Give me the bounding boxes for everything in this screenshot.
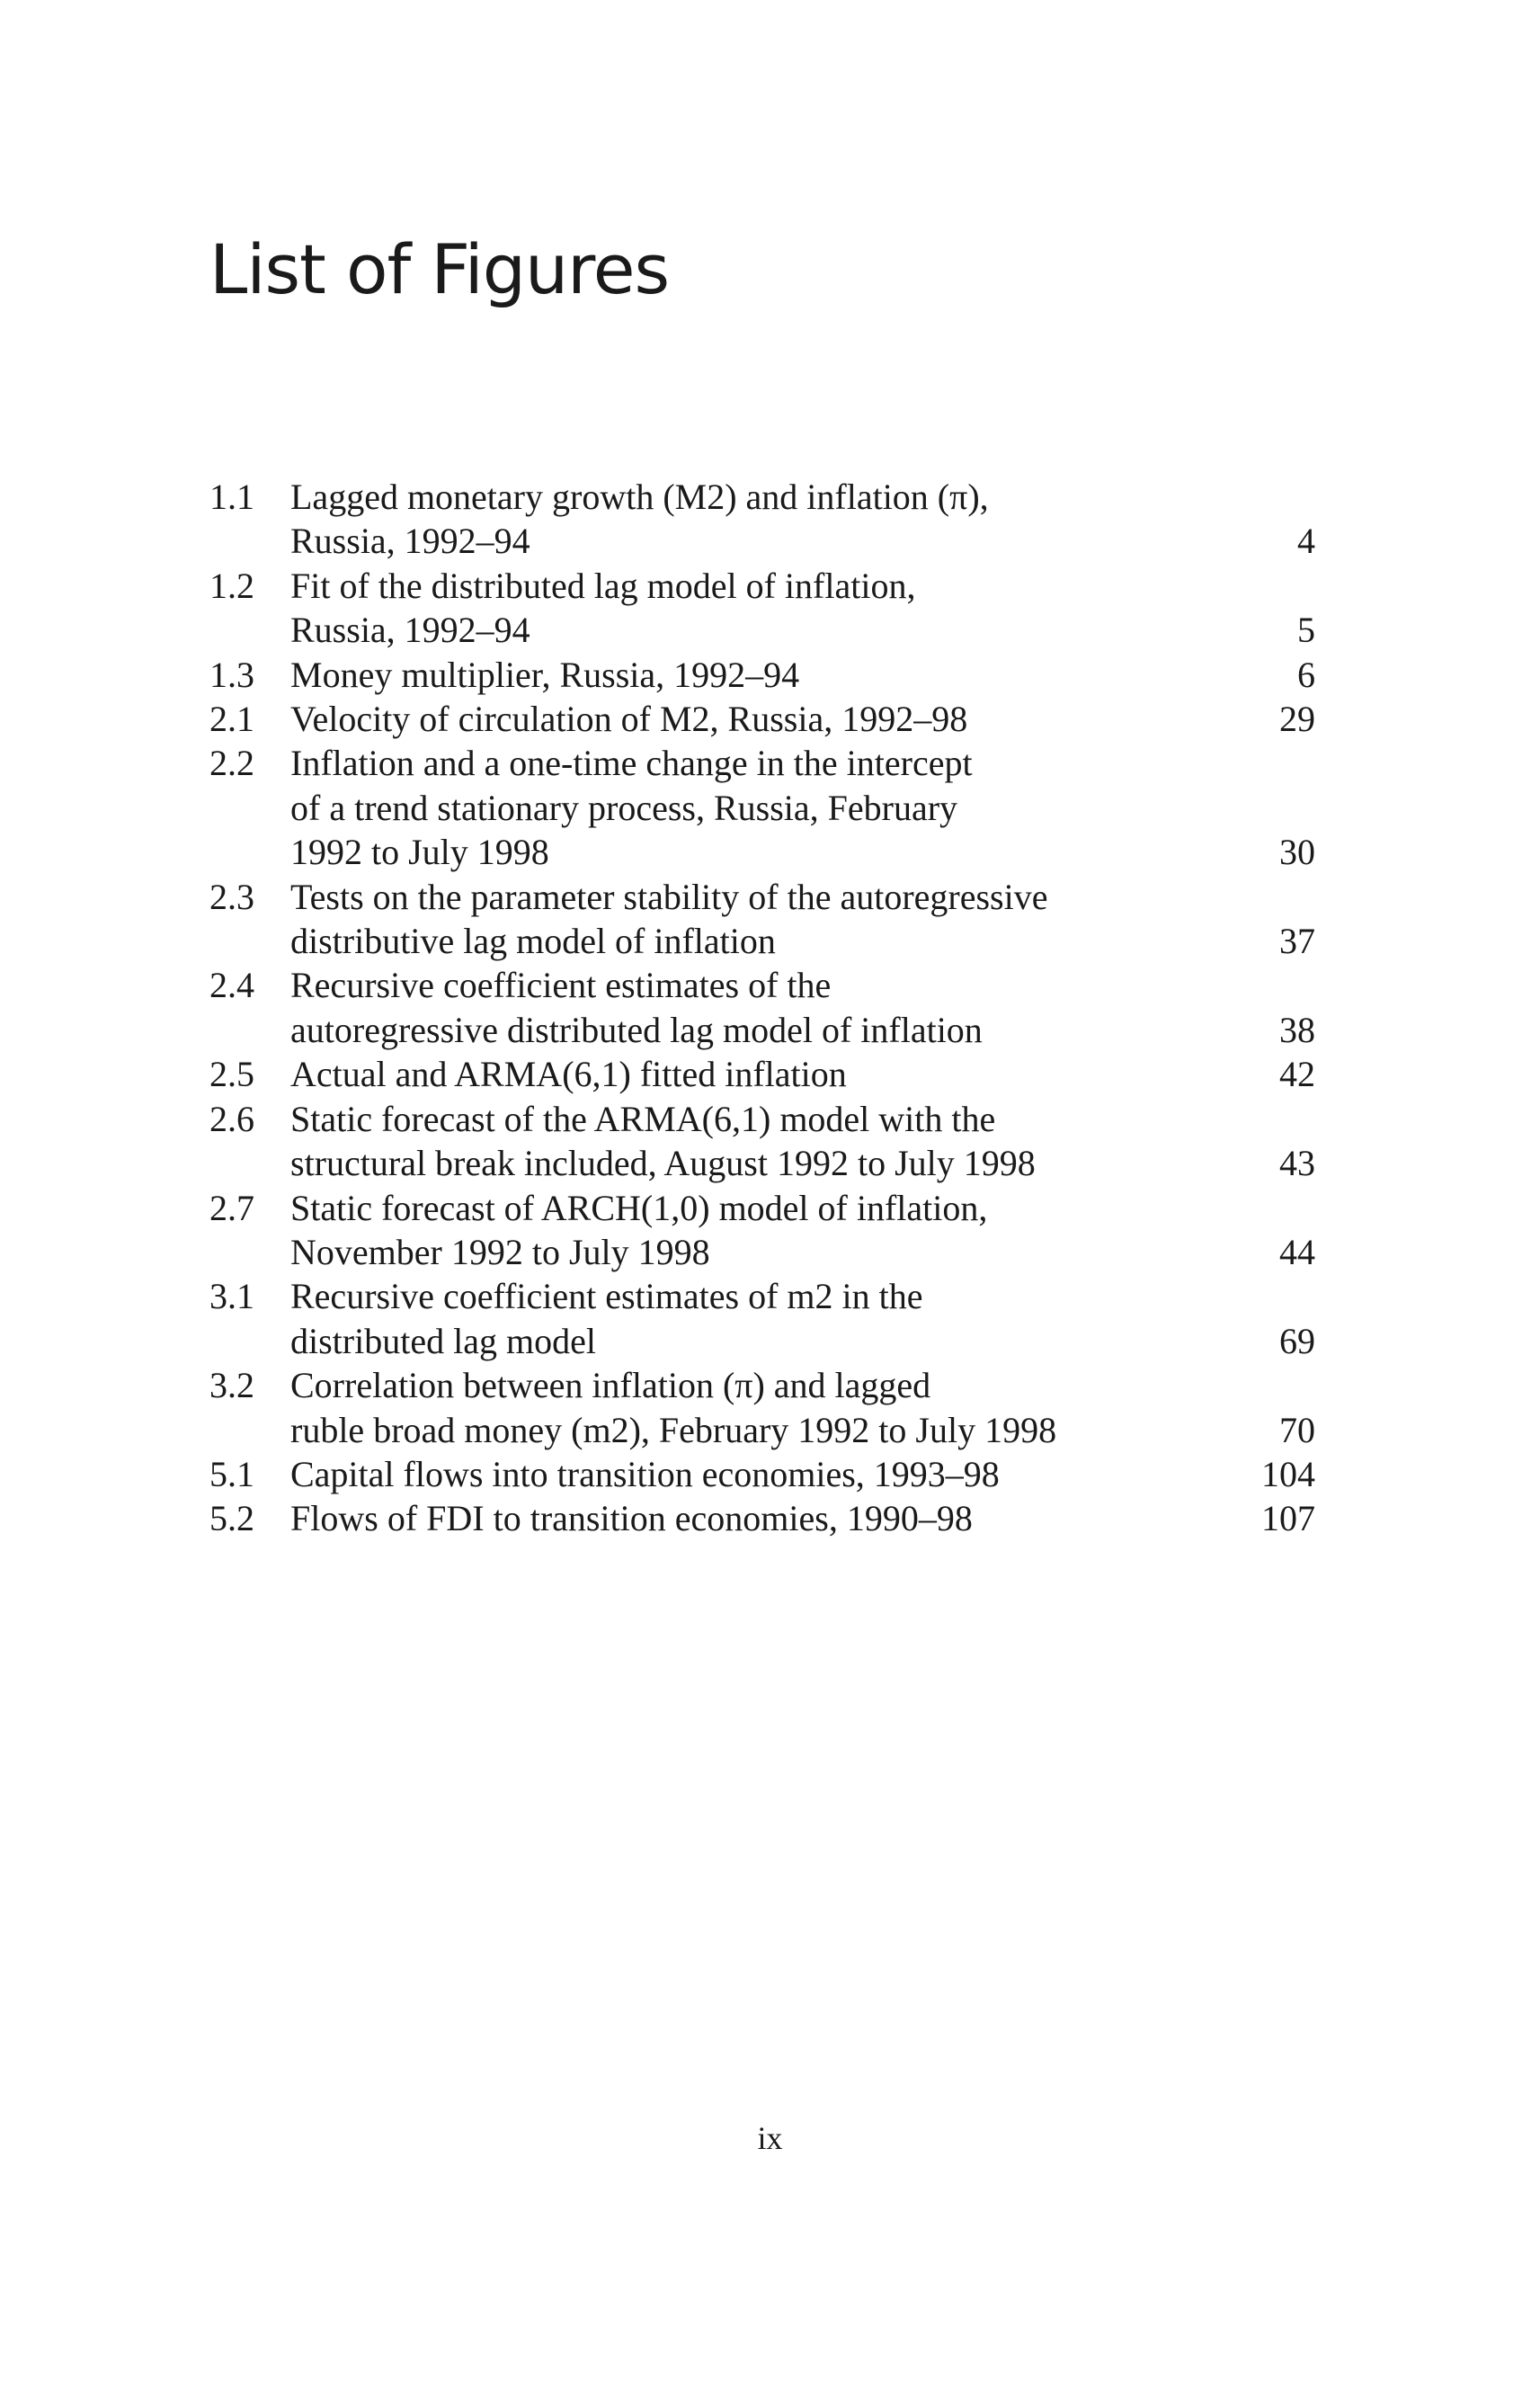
page-title: List of Figures [209,229,670,309]
figure-title-line: structural break included, August 1992 to July 1998 [290,1143,1036,1184]
figure-title-line: November 1992 to July 1998 [290,1231,710,1272]
figure-page-number: 69 [1279,1320,1315,1361]
figure-number: 3.2 [209,1365,254,1406]
figure-title [290,1186,1207,1275]
figure-title-line: distributive lag model of inflation [290,921,776,962]
figure-title-line: Static forecast of ARCH(1,0) model of inflation, [290,1187,988,1228]
figure-page-number: 5 [1297,610,1315,651]
figure-entry-5-2 [209,1496,1315,1540]
figure-entry-1-3 [209,653,1315,697]
figure-title [290,1097,1207,1186]
figure-title [290,741,1207,874]
figure-number: 2.2 [209,743,254,784]
figure-number: 5.1 [209,1453,254,1494]
figure-entry-2-6 [209,1097,1315,1186]
figure-title-line: Lagged monetary growth (M2) and inflation (π), [290,477,989,517]
figure-title-line: Inflation and a one-time change in the intercept [290,743,973,784]
figure-title-line: 1992 to July 1998 [290,832,549,873]
figure-page-number: 70 [1279,1409,1315,1450]
figure-number: 3.1 [209,1276,254,1317]
figure-title [290,697,1207,741]
figure-entry-5-1 [209,1452,1315,1496]
figure-title [290,1052,1207,1096]
figure-title-line: ruble broad money (m2), February 1992 to July 1998 [290,1409,1057,1450]
figure-page-number: 29 [1279,699,1315,740]
figure-title-line: distributed lag model [290,1320,596,1361]
figure-page-number: 30 [1279,832,1315,873]
figure-page-number: 104 [1261,1453,1315,1494]
figure-title-line: Russia, 1992–94 [290,521,530,562]
figure-number: 1.3 [209,654,254,695]
figure-title-line: Recursive coefficient estimates of m2 in the [290,1276,923,1317]
figure-page-number: 6 [1297,654,1315,695]
figure-title-line: of a trend stationary process, Russia, February [290,787,958,828]
figure-title-line: Static forecast of the ARMA(6,1) model with the [290,1098,996,1139]
figure-entry-3-1 [209,1274,1315,1363]
figure-entry-2-4 [209,963,1315,1052]
figure-title-line: Recursive coefficient estimates of the [290,965,832,1006]
figure-number: 2.1 [209,699,254,740]
figure-number: 2.5 [209,1054,254,1095]
figure-title-line: Tests on the parameter stability of the autoregressive [290,876,1048,917]
page-folio: ix [757,2120,783,2156]
figure-entry-2-1 [209,697,1315,741]
figure-title [290,1274,1207,1363]
figure-number: 2.4 [209,965,254,1006]
figure-number: 2.7 [209,1187,254,1228]
figure-page-number: 43 [1279,1143,1315,1184]
figure-list [209,475,1315,1541]
figure-page-number: 44 [1279,1231,1315,1272]
figure-title-line: Money multiplier, Russia, 1992–94 [290,654,800,695]
figure-number: 1.1 [209,477,254,517]
figure-title [290,963,1207,1052]
figure-title-line: Fit of the distributed lag model of inflation, [290,565,916,606]
figure-title-line: Correlation between inflation (π) and lagged [290,1365,931,1406]
figure-number: 2.6 [209,1098,254,1139]
figure-page-number: 38 [1279,1009,1315,1050]
figure-entry-1-2 [209,564,1315,653]
figure-title [290,1452,1207,1496]
figure-title-line: Actual and ARMA(6,1) fitted inflation [290,1054,847,1095]
figure-title-line: autoregressive distributed lag model of inflation [290,1009,983,1050]
figure-page-number: 107 [1261,1498,1315,1539]
figure-title [290,564,1207,653]
figure-title-line: Capital flows into transition economies, 1993–98 [290,1453,1000,1494]
figure-entry-2-7 [209,1186,1315,1275]
figure-title [290,1496,1207,1540]
figure-title-line: Russia, 1992–94 [290,610,530,651]
figure-title [290,475,1207,564]
figure-entry-1-1 [209,475,1315,564]
figure-entry-3-2 [209,1363,1315,1452]
figure-number: 5.2 [209,1498,254,1539]
figure-title-line: Velocity of circulation of M2, Russia, 1992–98 [290,699,968,740]
figure-title-line: Flows of FDI to transition economies, 1990–98 [290,1498,973,1539]
figure-title [290,875,1207,964]
figure-title [290,1363,1207,1452]
figure-number: 1.2 [209,565,254,606]
figure-page-number: 4 [1297,521,1315,562]
figure-entry-2-2 [209,741,1315,874]
figure-page-number: 37 [1279,921,1315,962]
figure-entry-2-5 [209,1052,1315,1096]
figure-number: 2.3 [209,876,254,917]
figure-title [290,653,1207,697]
figure-entry-2-3 [209,875,1315,964]
figure-page-number: 42 [1279,1054,1315,1095]
